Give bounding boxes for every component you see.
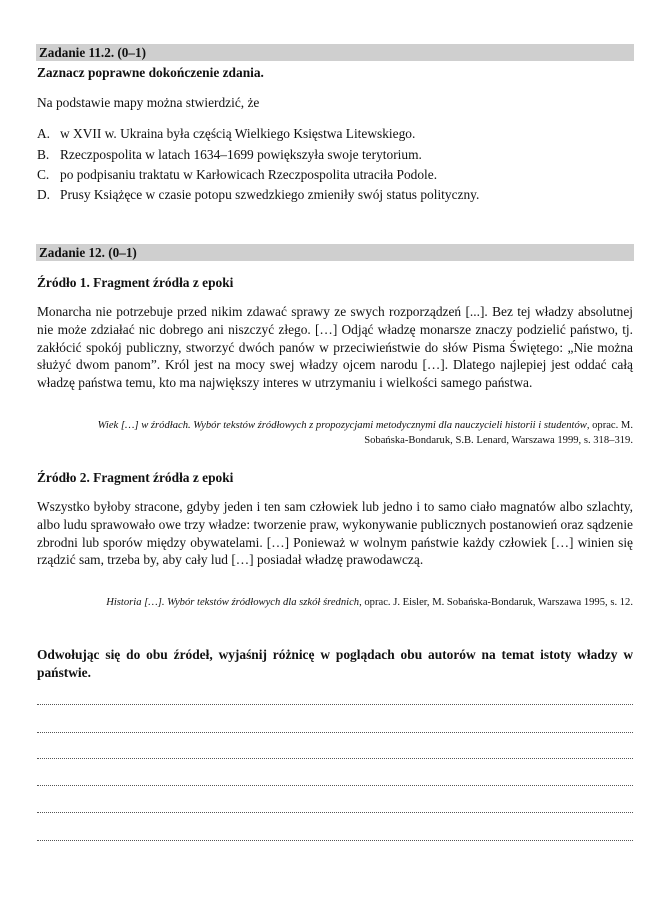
source-2-title: Źródło 2. Fragment źródła z epoki	[37, 470, 234, 485]
option-text: w XVII w. Ukraina była częścią Wielkiego Księstwa Litewskiego.	[60, 126, 416, 141]
answer-option-d[interactable]	[37, 187, 479, 203]
answer-option-a[interactable]	[37, 126, 415, 142]
task-11-2-header: Zadanie 11.2. (0–1)	[36, 44, 634, 61]
answer-line[interactable]	[37, 758, 633, 759]
option-text: po podpisaniu traktatu w Karłowicach Rzeczpospolita utraciła Podole.	[60, 167, 438, 182]
option-text: Rzeczpospolita w latach 1634–1699 powiększyła swoje terytorium.	[60, 147, 422, 162]
citation-details: , oprac. M. Sobańska-Bondaruk, S.B. Lenard, Warszawa 1999, s. 318–319.	[364, 420, 633, 446]
answer-option-b[interactable]	[37, 147, 422, 163]
option-text: Prusy Książęce w czasie potopu szwedzkiego zmieniły swój status polityczny.	[60, 187, 480, 202]
answer-line[interactable]	[37, 732, 633, 733]
task-11-2-instruction: Zaznacz poprawne dokończenie zdania.	[37, 65, 264, 80]
option-letter: B.	[37, 147, 50, 162]
task-12-question: Odwołując się do obu źródeł, wyjaśnij różnicę w poglądach obu autorów na temat istoty władzy w państwie.	[37, 647, 633, 680]
answer-line[interactable]	[37, 785, 633, 786]
source-1-text: Monarcha nie potrzebuje przed nikim zdawać sprawy ze swych rozporządzeń [...]. Bez tej władzy absolutnej nie może zdziałać nic dobrego ani niszczyć złego. […] Odjąć władzę monarsze znaczy podzielić państwo, tj. zakłócić spokój publiczny, stworzyć dwóch panów w przeciwieństwie do słów Pisma Świętego: „Nie można służyć dwom panom”. Król jest na mocy swej władzy ojcem narodu […]. Dlatego najlepiej jest oddać całą władzę państwa temu, kto ma największy interes w utrzymaniu i wielkości samego państwa.	[37, 304, 633, 391]
option-letter: D.	[37, 187, 51, 202]
citation-details: , oprac. J. Eisler, M. Sobańska-Bondaruk, Warszawa 1995, s. 12.	[359, 597, 633, 608]
answer-line[interactable]	[37, 840, 633, 841]
source-2-citation	[73, 596, 633, 611]
source-1-citation	[73, 419, 633, 448]
source-1-title: Źródło 1. Fragment źródła z epoki	[37, 275, 234, 290]
source-2-text: Wszystko byłoby stracone, gdyby jeden i ten sam człowiek lub jedno i to samo ciało magnatów albo szlachty, albo ludu sprawowało owe trzy władze: tworzenie praw, wykonywanie publicznych postanowień oraz sądzenie zbrodni lub sporów między obywatelami. […] Ponieważ w wolnym państwie każdy człowiek […] winien się rządzić sam, trzeba by, aby cały lud […] posiadał władzę prawodawczą.	[37, 499, 633, 568]
task-12-header: Zadanie 12. (0–1)	[36, 244, 634, 261]
answer-line[interactable]	[37, 704, 633, 705]
option-letter: C.	[37, 167, 50, 182]
citation-title: Historia […]. Wybór tekstów źródłowych dla szkół średnich	[106, 597, 360, 608]
task-11-2-stem: Na podstawie mapy można stwierdzić, że	[37, 95, 260, 110]
answer-line[interactable]	[37, 812, 633, 813]
option-letter: A.	[37, 126, 51, 141]
citation-title: Wiek […] w źródłach. Wybór tekstów źródłowych z propozycjami metodycznymi dla nauczycieli historii i studentów	[97, 420, 587, 431]
answer-option-c[interactable]	[37, 167, 437, 183]
